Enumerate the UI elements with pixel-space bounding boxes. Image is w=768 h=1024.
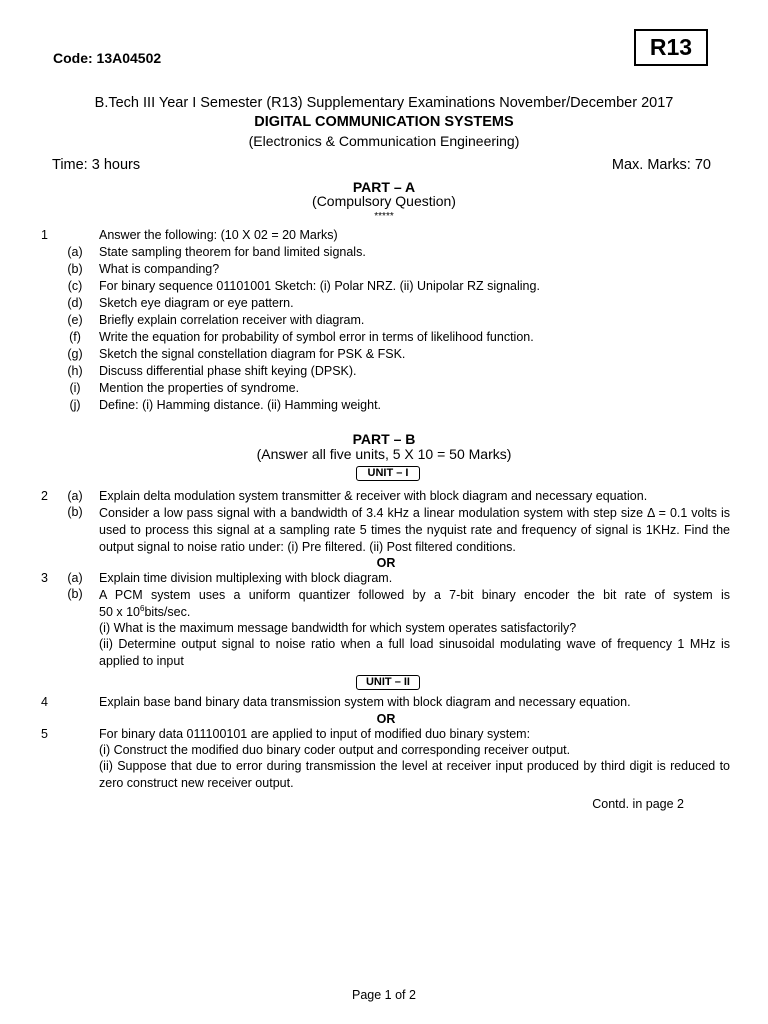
question-number: 5: [41, 727, 48, 741]
part-a-stars: *****: [374, 211, 394, 222]
question-text: Explain base band binary data transmission system with block diagram and necessary equation.: [99, 695, 631, 709]
item-text: Write the equation for probability of symbol error in terms of likelihood function.: [99, 330, 534, 344]
exam-time: Time: 3 hours: [52, 157, 141, 173]
part-b-subheading: (Answer all five units, 5 X 10 = 50 Marks): [256, 446, 512, 462]
item-text: State sampling theorem for band limited signals.: [99, 245, 366, 259]
item-text: Briefly explain correlation receiver with diagram.: [99, 313, 365, 327]
page-number: Page 1 of 2: [352, 988, 416, 1002]
sub-question: (ii) Determine output signal to noise ratio when a full load sinusoidal modulating wave of frequency 1 MHz is applied to input: [99, 637, 730, 668]
question-text: For binary data 011100101 are applied to input of modified duo binary system:: [99, 727, 531, 741]
item-text: Explain time division multiplexing with block diagram.: [99, 571, 393, 585]
question-number: 4: [41, 695, 48, 709]
item-text: Consider a low pass signal with a bandwidth of 3.4 kHz a linear modulation system with step size Δ = 0.1 volts is used to process this signal at a sampling rate 5 times the nyquist rate and frequency of signal is 1KHz. Find the output signal to noise ratio under: (i) Pre filtered. (ii) Post filtered conditions.: [99, 506, 730, 554]
question-number: 2: [41, 489, 48, 503]
item-text: Sketch the signal constellation diagram for PSK & FSK.: [99, 347, 406, 361]
item-label: (f): [69, 330, 81, 344]
item-text: Sketch eye diagram or eye pattern.: [99, 296, 294, 310]
item-label: (e): [67, 313, 83, 327]
part-b-heading: PART – B: [352, 431, 416, 447]
item-text: Explain delta modulation system transmitter & receiver with block diagram and necessary equation.: [99, 489, 648, 503]
branch-name: (Electronics & Communication Engineering): [248, 133, 520, 149]
item-label: (a): [67, 571, 83, 585]
or-divider: OR: [376, 712, 396, 726]
question-number: 1: [41, 228, 48, 242]
item-text: For binary sequence 01101001 Sketch: (i) Polar NRZ. (ii) Unipolar RZ signaling.: [99, 279, 540, 293]
item-label: (b): [67, 587, 83, 601]
item-label: (b): [67, 505, 83, 519]
sub-question: (ii) Suppose that due to error during transmission the level at receiver input produced by third digit is reduced to zero construct new receiver output.: [99, 759, 730, 790]
item-text: What is companding?: [99, 262, 220, 276]
item-label: (c): [67, 279, 83, 293]
subject-title: DIGITAL COMMUNICATION SYSTEMS: [254, 114, 514, 130]
question-number: 3: [41, 571, 48, 585]
item-label: (b): [67, 262, 83, 276]
item-label: (d): [67, 296, 83, 310]
item-text: A PCM system uses a uniform quantizer followed by a 7-bit binary encoder the bit rate of system is: [99, 588, 730, 602]
question-text: Answer the following: (10 X 02 = 20 Marks): [99, 228, 338, 242]
exam-title: B.Tech III Year I Semester (R13) Supplementary Examinations November/December 2017: [94, 95, 674, 111]
unit-2-heading: UNIT – II: [356, 675, 420, 690]
or-divider: OR: [376, 556, 396, 570]
item-label: (j): [69, 398, 81, 412]
continued-note: Contd. in page 2: [592, 797, 684, 811]
item-label: (h): [67, 364, 83, 378]
part-a-subheading: (Compulsory Question): [312, 193, 456, 209]
item-text: Discuss differential phase shift keying (DPSK).: [99, 364, 357, 378]
item-text: Mention the properties of syndrome.: [99, 381, 300, 395]
part-a-heading: PART – A: [352, 179, 416, 195]
unit-1-heading: UNIT – I: [356, 466, 420, 481]
item-label: (i): [69, 381, 81, 395]
item-label: (a): [67, 245, 83, 259]
regulation-badge: R13: [634, 29, 708, 66]
max-marks: Max. Marks: 70: [611, 157, 711, 173]
exam-code: Code: 13A04502: [53, 50, 162, 66]
item-label: (a): [67, 489, 83, 503]
item-text: Define: (i) Hamming distance. (ii) Hamming weight.: [99, 398, 382, 412]
sub-question: (i) What is the maximum message bandwidth for which system operates satisfactorily?: [99, 621, 577, 635]
sub-question: (i) Construct the modified duo binary coder output and corresponding receiver output.: [99, 743, 571, 757]
bit-rate-value: 50 x $10^6bits/\sec$.: [99, 604, 191, 620]
item-label: (g): [67, 347, 83, 361]
